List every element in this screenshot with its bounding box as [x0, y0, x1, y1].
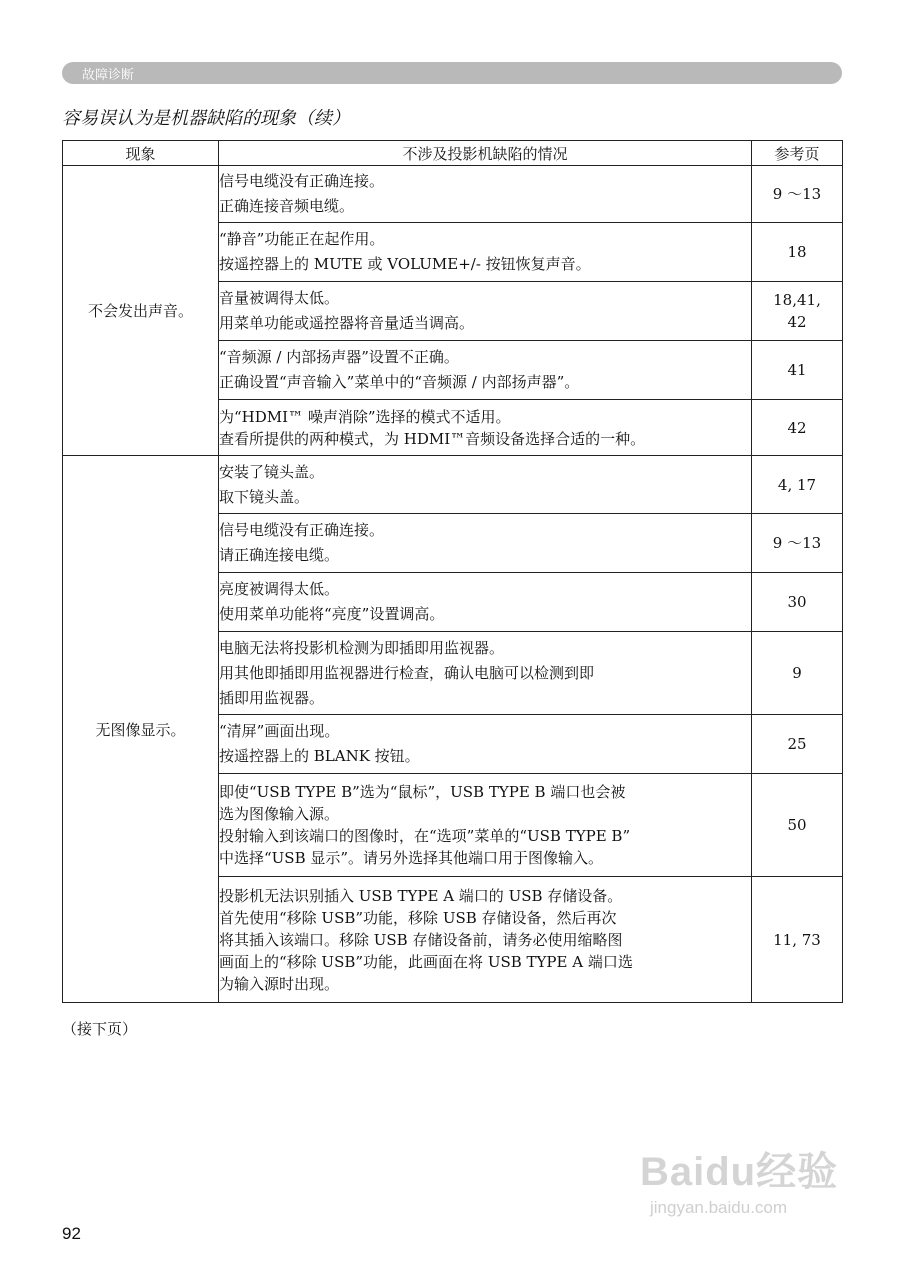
condition-line: 用其他即插即用监视器进行检查，确认电脑可以检测到即 — [219, 663, 595, 682]
condition-line: 将其插入该端口。移除 USB 存储设备前，请务必使用缩略图 — [219, 930, 623, 949]
troubleshooting-table — [62, 140, 843, 1003]
condition-line: “清屏”画面出现。 — [219, 722, 340, 740]
reference-page-cell: 9 ～13 — [752, 514, 843, 573]
condition-cell — [219, 877, 752, 1003]
condition-line: 正确设置“声音输入”菜单中的“音频源 / 内部扬声器”。 — [219, 373, 580, 391]
condition-cell — [219, 282, 752, 341]
condition-line: 画面上的“移除 USB”功能，此画面在将 USB TYPE A 端口选 — [219, 952, 633, 971]
condition-line: 按遥控器上的 MUTE 或 VOLUME+/- 按钮恢复声音。 — [219, 255, 591, 273]
condition-line: 插即用监视器。 — [219, 688, 325, 707]
reference-page-cell: 18,41, 42 — [752, 282, 843, 341]
watermark-logo: Baidu经验 — [640, 1150, 839, 1194]
condition-line: 信号电缆没有正确连接。 — [219, 521, 385, 539]
reference-page-cell: 9 ～13 — [752, 166, 843, 223]
condition-line: 亮度被调得太低。 — [219, 580, 340, 598]
condition-cell — [219, 774, 752, 877]
condition-cell — [219, 456, 752, 514]
reference-page-cell: 41 — [752, 341, 843, 400]
condition-cell — [219, 632, 752, 715]
condition-cell — [219, 341, 752, 400]
column-header-condition: 不涉及投影机缺陷的情况 — [219, 141, 752, 166]
table-row — [63, 166, 843, 223]
condition-line: 音量被调得太低。 — [219, 289, 340, 307]
condition-cell — [219, 514, 752, 573]
condition-line: 选为图像输入源。 — [219, 805, 340, 823]
condition-line: 信号电缆没有正确连接。 — [219, 172, 385, 190]
condition-line: 为输入源时出现。 — [219, 974, 340, 993]
watermark-url: jingyan.baidu.com — [650, 1198, 788, 1217]
condition-line: 中选择“USB 显示”。请另外选择其他端口用于图像输入。 — [219, 849, 604, 867]
condition-line: 电脑无法将投影机检测为即插即用监视器。 — [219, 638, 505, 657]
table-header-row — [63, 141, 843, 166]
column-header-reference-page: 参考页 — [752, 141, 843, 166]
condition-cell — [219, 166, 752, 223]
section-label: 故障诊断 — [82, 68, 135, 83]
condition-line: 正确连接音频电缆。 — [219, 197, 355, 215]
condition-line: 查看所提供的两种模式，为 HDMI™音频设备选择合适的一种。 — [219, 429, 646, 448]
reference-page-cell: 50 — [752, 774, 843, 877]
condition-line: 按遥控器上的 BLANK 按钮。 — [219, 747, 420, 765]
page-number: 92 — [62, 1224, 81, 1243]
reference-page-cell: 30 — [752, 573, 843, 632]
condition-line: 投射输入到该端口的图像时，在“选项”菜单的“USB TYPE B” — [219, 827, 631, 845]
table-row — [63, 456, 843, 514]
condition-line: 为“HDMI™ 噪声消除”选择的模式不适用。 — [219, 407, 511, 426]
condition-line: 即使“USB TYPE B”选为“鼠标”，USB TYPE B 端口也会被 — [219, 783, 626, 801]
phenomenon-cell: 无图像显示。 — [63, 456, 219, 1003]
condition-cell — [219, 400, 752, 456]
condition-line: 使用菜单功能将“亮度”设置调高。 — [219, 605, 445, 623]
reference-page-cell: 25 — [752, 715, 843, 774]
condition-line: 请正确连接电缆。 — [219, 546, 340, 564]
condition-cell — [219, 223, 752, 282]
watermark — [640, 1140, 840, 1240]
condition-line: “静音”功能正在起作用。 — [219, 230, 385, 248]
condition-line: 取下镜头盖。 — [219, 487, 310, 506]
condition-line: 用菜单功能或遥控器将音量适当调高。 — [219, 314, 475, 332]
reference-page-cell: 11, 73 — [752, 877, 843, 1003]
reference-page-cell: 42 — [752, 400, 843, 456]
continued-note: （接下页） — [62, 1020, 138, 1038]
reference-page-cell: 9 — [752, 632, 843, 715]
column-header-phenomenon: 现象 — [63, 141, 219, 166]
condition-line: 首先使用“移除 USB”功能，移除 USB 存储设备，然后再次 — [219, 908, 617, 927]
phenomenon-cell: 不会发出声音。 — [63, 166, 219, 456]
section-header-bar — [62, 62, 842, 84]
condition-line: 安装了镜头盖。 — [219, 462, 325, 481]
condition-cell — [219, 573, 752, 632]
page-title: 容易误认为是机器缺陷的现象（续） — [62, 108, 350, 129]
reference-page-cell: 18 — [752, 223, 843, 282]
condition-cell — [219, 715, 752, 774]
condition-line: 投影机无法识别插入 USB TYPE A 端口的 USB 存储设备。 — [219, 886, 623, 905]
condition-line: “音频源 / 内部扬声器”设置不正确。 — [219, 348, 459, 366]
reference-page-cell: 4, 17 — [752, 456, 843, 514]
